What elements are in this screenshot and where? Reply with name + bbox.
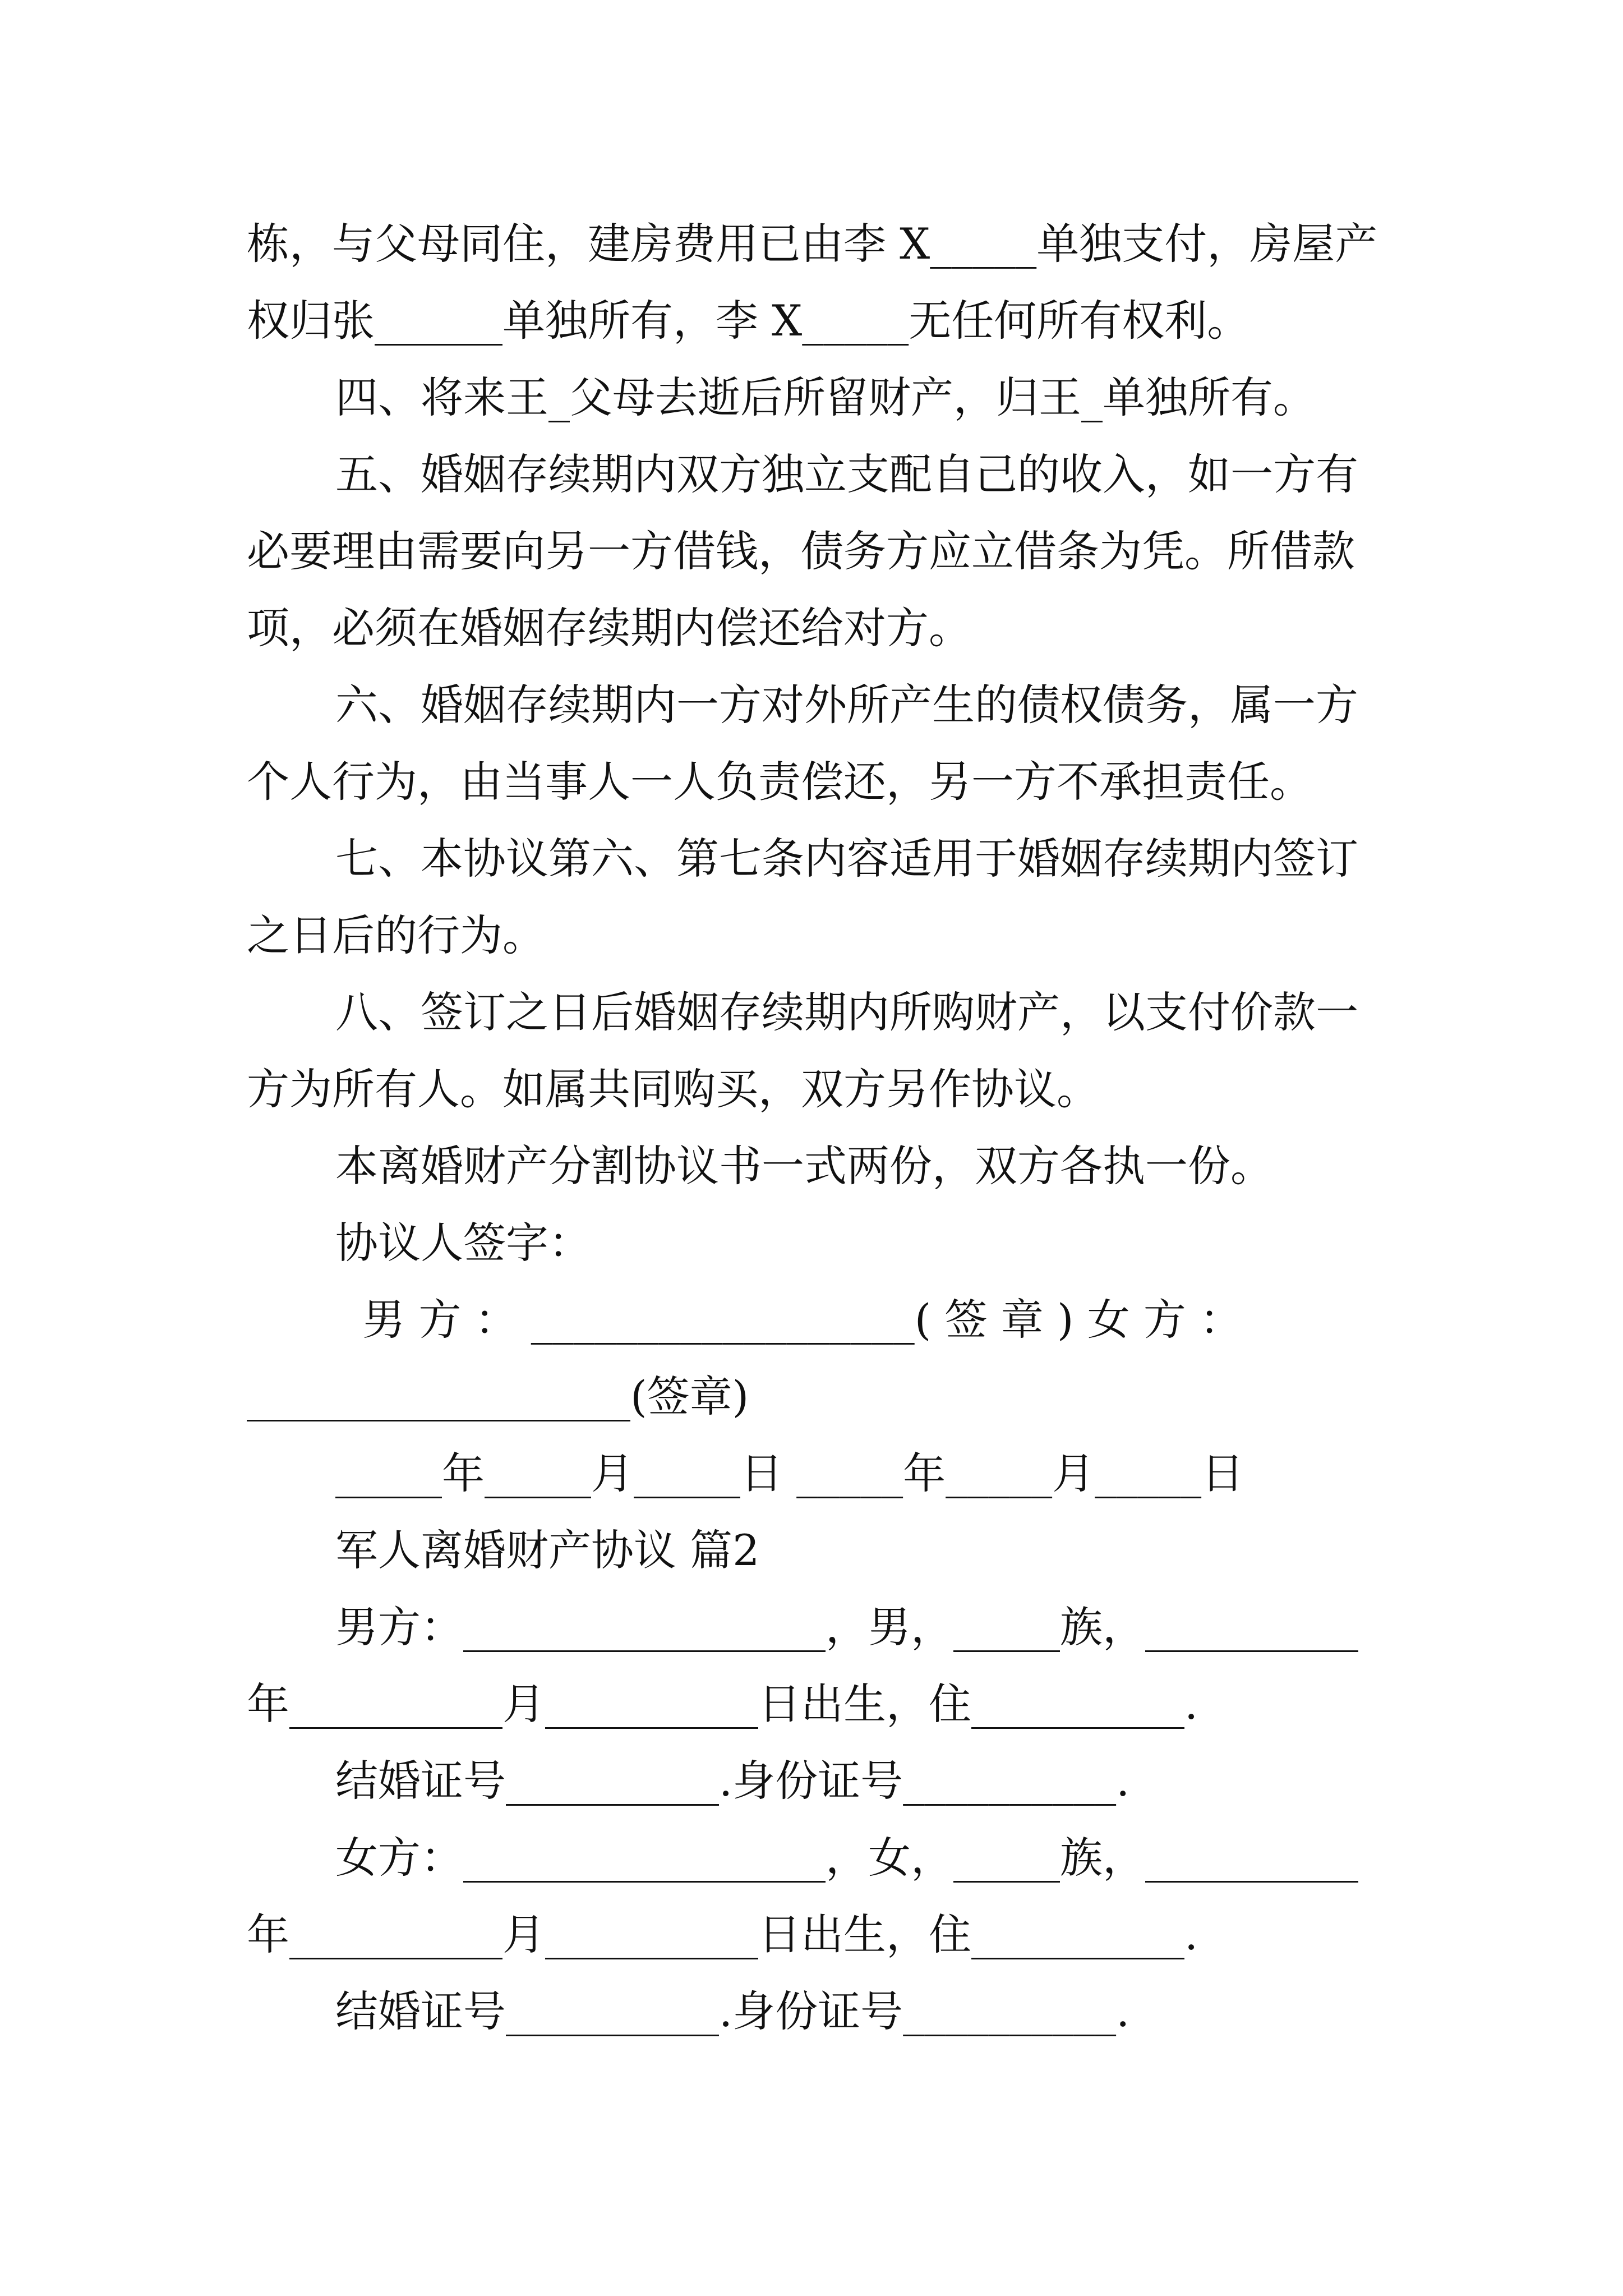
female-birth-line: 年__________月__________日出生，住__________. xyxy=(247,1910,1198,1959)
signature-line-parties: 男 方 ： __________________( 签 章 ) 女 方 ： xyxy=(335,1295,1243,1345)
paragraph-line: 必要理由需要向另一方借钱，债务方应立借条为凭。所借款 xyxy=(247,526,1355,576)
paragraph-clause-4: 四、将来王_父母去逝后所留财产，归王_单独所有。 xyxy=(335,372,1316,422)
signature-line-female: __________________(签章) xyxy=(247,1372,749,1421)
female-party-line: 女方：_________________，女，_____族，__________ xyxy=(335,1833,1358,1883)
paragraph-clause-5: 五、婚姻存续期内双方独立支配自己的收入，如一方有 xyxy=(335,449,1358,499)
male-birth-line: 年__________月__________日出生，住__________. xyxy=(247,1679,1198,1729)
signature-heading: 协议人签字： xyxy=(335,1218,591,1268)
male-party-line: 男方：_________________，男，_____族，__________ xyxy=(335,1602,1358,1652)
paragraph-line: 栋，与父母同住，建房费用已由李 X_____单独支付，房屋产 xyxy=(247,219,1378,269)
paragraph-line: 之日后的行为。 xyxy=(247,910,545,960)
male-id-line: 结婚证号__________.身份证号__________. xyxy=(335,1756,1130,1806)
paragraph-clause-8: 八、签订之日后婚姻存续期内所购财产，以支付价款一 xyxy=(335,987,1358,1037)
paragraph-line: 个人行为，由当事人一人负责偿还，另一方不承担责任。 xyxy=(247,757,1312,807)
paragraph-line: 项，必须在婚姻存续期内偿还给对方。 xyxy=(247,603,971,653)
paragraph-line: 权归张______单独所有，李 X_____无任何所有权利。 xyxy=(247,296,1250,346)
section-title: 军人离婚财产协议 篇2 xyxy=(335,1525,760,1575)
paragraph-line: 方为所有人。如属共同购买，双方另作协议。 xyxy=(247,1064,1099,1114)
date-line: _____年_____月_____日 _____年_____月_____日 xyxy=(335,1448,1244,1498)
paragraph-clause-7: 七、本协议第六、第七条内容适用于婚姻存续期内签订 xyxy=(335,834,1358,884)
paragraph-copies-note: 本离婚财产分割协议书一式两份，双方各执一份。 xyxy=(335,1141,1273,1191)
paragraph-clause-6: 六、婚姻存续期内一方对外所产生的债权债务，属一方 xyxy=(335,680,1358,730)
female-id-line: 结婚证号__________.身份证号__________. xyxy=(335,1986,1130,2036)
